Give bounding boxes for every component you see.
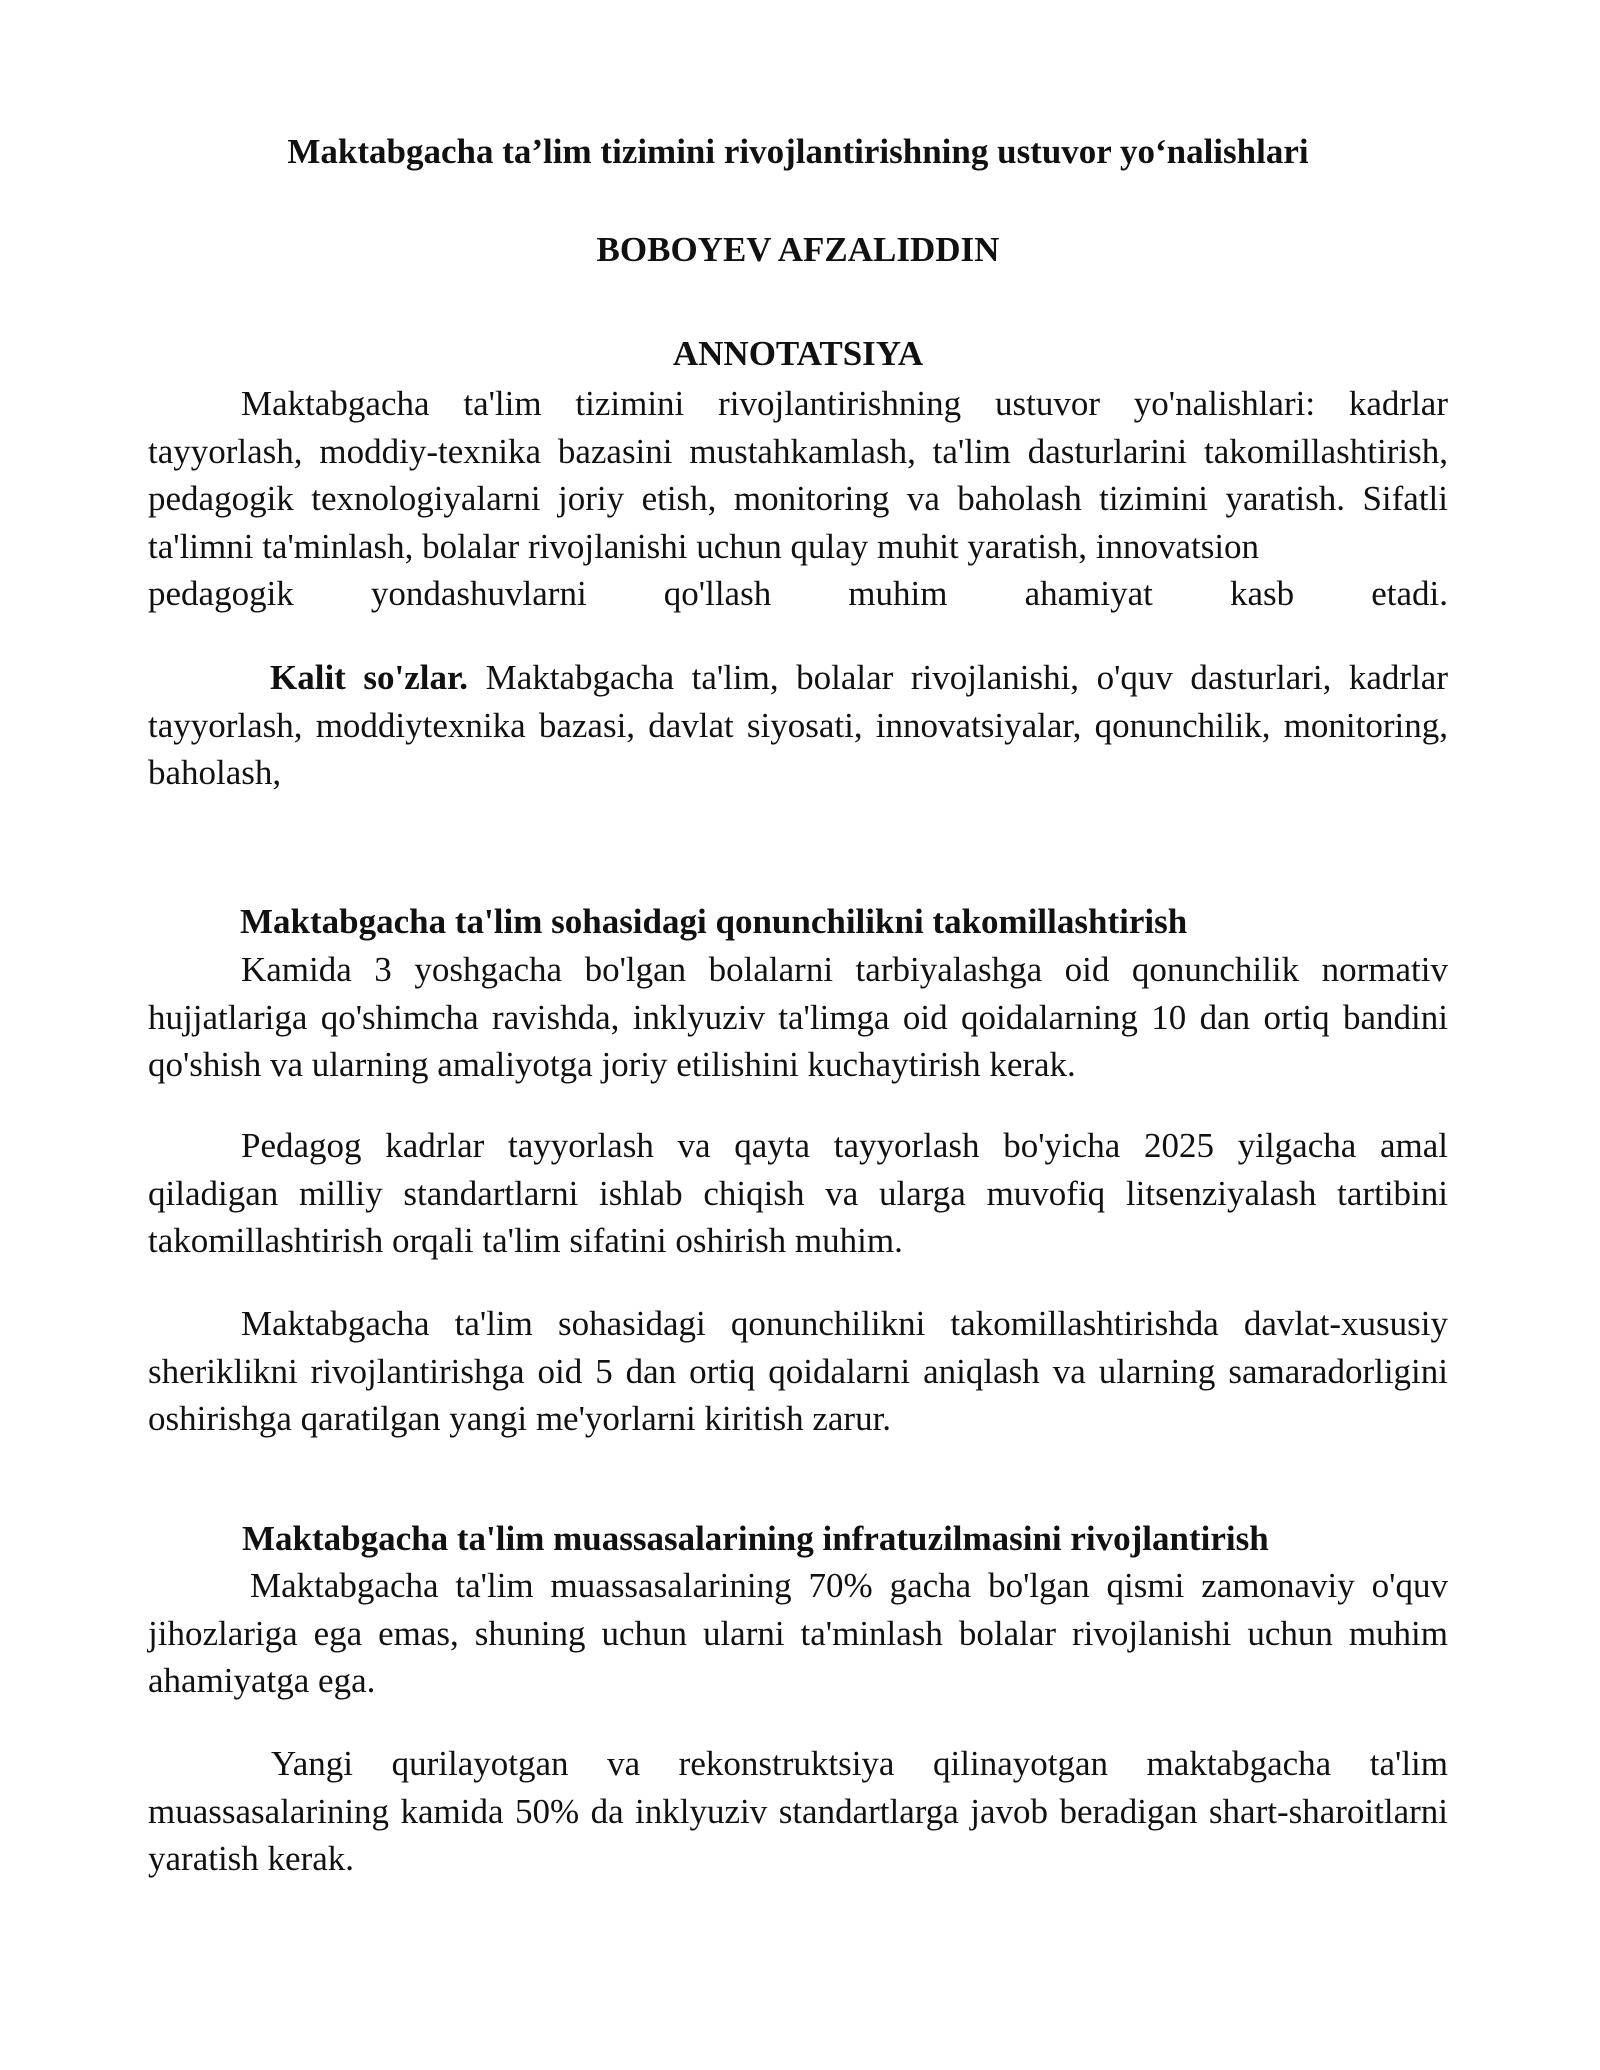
keywords-text: Maktabgacha ta'lim, bolalar rivojlanishi, o'quv dasturlari, kadrlar tayyorlash, moddiytexnika bazasi, davlat siyosati, innovatsiyalar, qonunchilik, monitoring, baholash, <box>148 658 1448 792</box>
annotation-paragraph-last-line: pedagogik yondashuvlarni qo'llash muhim ahamiyat kasb etadi. <box>148 574 1448 613</box>
annotation-heading: ANNOTATSIYA <box>672 334 924 373</box>
body-paragraph: Maktabgacha ta'lim muassasalarining 70% gacha bo'lgan qismi zamonaviy o'quv jihozlariga ega emas, shuning uchun ularni ta'minlash bolalar rivojlanishi uchun muhim ahamiyatga ega. <box>148 1566 1448 1700</box>
body-paragraph: Yangi qurilayotgan va rekonstruktsiya qilinayotgan maktabgacha ta'lim muassasalarining kamida 50% da inklyuziv standartlarga javob beradigan shart-sharoitlarni yaratish kerak. <box>148 1744 1448 1878</box>
annotation-paragraph: Maktabgacha ta'lim tizimini rivojlantirishning ustuvor yo'nalishlari: kadrlar tayyorlash, moddiy-texnika bazasini mustahkamlash, ta'lim dasturlarini takomillashtirish, pedagogik texnologiyalarni joriy etish, monitoring va baholash tizimini yaratish. Sifatli ta'limni ta'minlash, bolalar rivojlanishi uchun qulay muhit yaratish, innovatsion <box>148 384 1448 566</box>
body-paragraph: Pedagog kadrlar tayyorlash va qayta tayyorlash bo'yicha 2025 yilgacha amal qiladigan milliy standartlarni ishlab chiqish va ularga muvofiq litsenziyalash tartibini takomillashtirish orqali ta'lim sifatini oshirish muhim. <box>148 1126 1448 1260</box>
body-paragraph: Maktabgacha ta'lim sohasidagi qonunchilikni takomillashtirishda davlat-xususiy sheriklikni rivojlantirishga oid 5 dan ortiq qoidalarni aniqlash va ularning samaradorligini oshirishga qaratilgan yangi me'yorlarni kiritish zarur. <box>148 1304 1448 1438</box>
keywords-paragraph <box>148 654 1448 797</box>
section-heading-legislation: Maktabgacha ta'lim sohasidagi qonunchilikni takomillashtirish <box>240 902 1188 941</box>
body-paragraph: Kamida 3 yoshgacha bo'lgan bolalarni tarbiyalashga oid qonunchilik normativ hujjatlariga qo'shimcha ravishda, inklyuziv ta'limga oid qoidalarning 10 dan ortiq bandini qo'shish va ularning amaliyotga joriy etilishini kuchaytirish kerak. <box>148 950 1448 1084</box>
author-name: BOBOYEV AFZALIDDIN <box>596 230 1000 269</box>
document-title: Maktabgacha ta’lim tizimini rivojlantirishning ustuvor yo‘nalishlari <box>287 132 1309 171</box>
section-heading-infrastructure: Maktabgacha ta'lim muassasalarining infratuzilmasini rivojlantirish <box>242 1519 1269 1558</box>
keywords-label: Kalit so'zlar. <box>270 658 469 697</box>
